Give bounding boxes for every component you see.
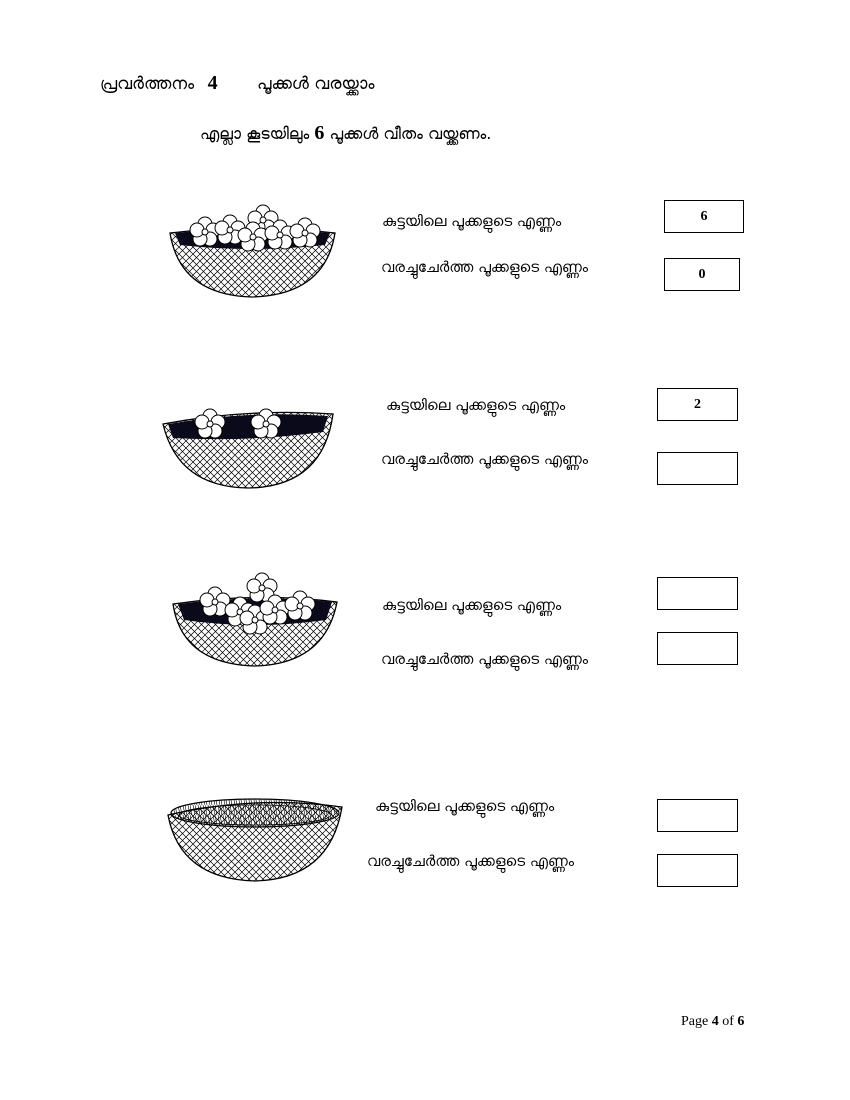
row2-drawn-box[interactable] — [657, 452, 738, 485]
instruction-before: എല്ലാ കൂടയിലും — [200, 124, 310, 143]
instruction-after: പൂക്കൾ വീതം വയ്ക്കണം. — [329, 124, 492, 143]
row3-count-box[interactable] — [657, 577, 738, 610]
basket-with-2-flowers-image — [158, 392, 338, 492]
row3-count-label: കുട്ടയിലെ പൂക്കളുടെ എണ്ണം — [382, 596, 562, 614]
page-number — [681, 1014, 744, 1030]
row2-drawn-label: വരച്ചുചേർത്ത പൂക്കളുടെ എണ്ണം — [381, 450, 589, 468]
row1-count-label: കുട്ടയിലെ പൂക്കളുടെ എണ്ണം — [382, 212, 562, 230]
page-current: 4 — [711, 1014, 719, 1029]
row4-drawn-box[interactable] — [657, 854, 738, 887]
empty-basket-image — [165, 795, 345, 885]
row4-drawn-label: വരച്ചുചേർത്ത പൂക്കളുടെ എണ്ണം — [367, 852, 575, 870]
activity-heading — [100, 72, 374, 95]
row1-count-box[interactable]: 6 — [664, 200, 744, 233]
row1-drawn-box[interactable]: 0 — [664, 258, 740, 291]
instruction — [200, 122, 491, 145]
row3-drawn-label: വരച്ചുചേർത്ത പൂക്കളുടെ എണ്ണം — [381, 650, 589, 668]
page-prefix: Page — [681, 1014, 709, 1029]
row4-count-label: കുട്ടയിലെ പൂക്കളുടെ എണ്ണം — [375, 797, 555, 815]
basket-with-6-flowers-image — [165, 205, 340, 300]
activity-number: 4 — [207, 72, 218, 94]
activity-label: പ്രവർത്തനം — [100, 74, 195, 94]
row3-drawn-box[interactable] — [657, 632, 738, 665]
row2-count-box[interactable]: 2 — [657, 388, 738, 421]
row4-count-box[interactable] — [657, 799, 738, 832]
row1-drawn-label: വരച്ചുചേർത്ത പൂക്കളുടെ എണ്ണം — [381, 258, 589, 276]
instruction-number: 6 — [314, 122, 325, 144]
basket-with-flowers-image — [170, 572, 340, 670]
page-of: of — [722, 1014, 734, 1029]
row2-count-label: കുട്ടയിലെ പൂക്കളുടെ എണ്ണം — [386, 396, 566, 414]
page-total: 6 — [737, 1014, 745, 1029]
activity-title: പൂക്കൾ വരയ്ക്കാം — [256, 74, 375, 94]
